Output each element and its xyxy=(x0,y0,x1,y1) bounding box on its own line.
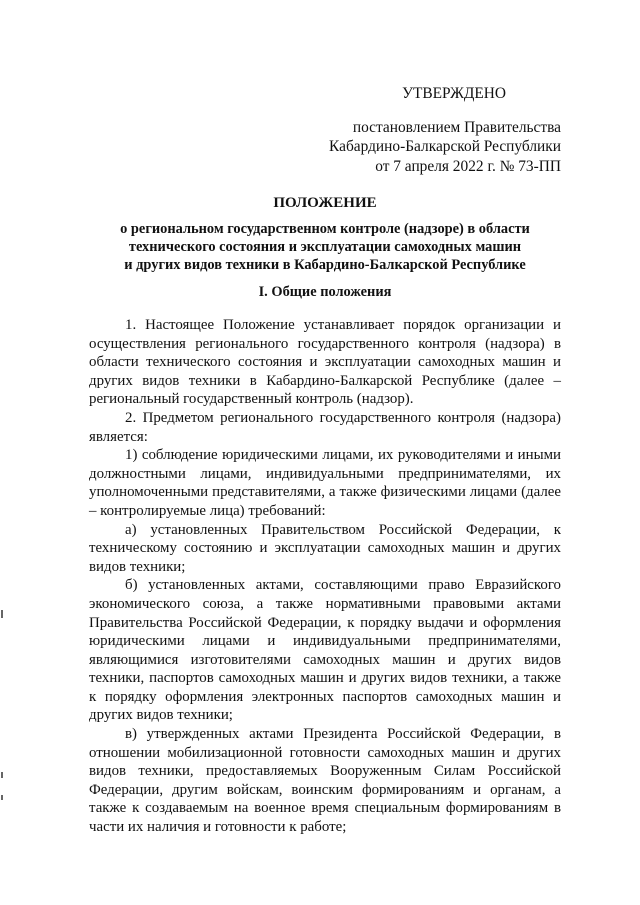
approval-line-1: постановлением Правительства xyxy=(352,118,561,136)
scan-margin-mark xyxy=(1,610,3,618)
paragraph: 1. Настоящее Положение устанавливает порядок организации и осуществления регионального государственного контроля (надзора) в области технического состояния и эксплуатации самоходных машин и других видов техники в Кабардино-Балкарской Республике (далее – региональный государственный контроль (надзор). xyxy=(89,317,561,408)
document-title: ПОЛОЖЕНИЕ xyxy=(273,195,377,211)
scan-margin-mark xyxy=(1,795,3,800)
section-heading: I. Общие положения xyxy=(258,284,392,300)
document-subtitle-line-2: технического состояния и эксплуатации самоходных машин xyxy=(128,239,522,255)
approval-stamp xyxy=(329,84,561,176)
scan-margin-mark xyxy=(1,772,3,778)
paragraph: 1) соблюдение юридическими лицами, их руководителями и иными должностными лицами, индивидуальными предпринимателями, их уполномоченными представителями, а также физическими лицами (далее – контролируемые лица) требований: xyxy=(89,447,561,519)
document-subtitle-line-1: о региональном государственном контроле (надзоре) в области xyxy=(120,221,530,237)
paragraph: б) установленных актами, составляющими право Евразийского экономического союза, а также нормативными правовыми актами Правительства Российской Федерации, к порядку выдачи и оформления юридическими лицами и индивидуальными предпринимателями, являющимися изготовителями самоходных машин и других видов техники, паспортов самоходных машин и других видов техники, а также к порядку оформления электронных паспортов самоходных машин и других видов техники; xyxy=(89,577,561,724)
paragraph: 2. Предметом регионального государственного контроля (надзора) является: xyxy=(89,409,561,445)
approval-line-2: Кабардино-Балкарской Республики xyxy=(329,138,561,155)
document-subtitle-line-3: и других видов техники в Кабардино-Балкарской Республике xyxy=(124,257,526,273)
paragraph: в) утвержденных актами Президента Российской Федерации, в отношении мобилизационной готовности самоходных машин и других видов техники, предоставляемых Вооруженным Силам Российской Федерации, другим войскам, воинским формированиям и органам, а также к создаваемым на военное время специальным формированиям в части их наличия и готовности к работе; xyxy=(89,726,561,836)
paragraph: а) установленных Правительством Российской Федерации, к техническому состоянию и эксплуатации самоходных машин и других видов техники; xyxy=(89,521,561,575)
document-title-block xyxy=(60,194,590,274)
document-body xyxy=(89,316,561,837)
approval-line-3: от 7 апреля 2022 г. № 73-ПП xyxy=(375,157,561,175)
approved-label: УТВЕРЖДЕНО xyxy=(402,85,506,102)
